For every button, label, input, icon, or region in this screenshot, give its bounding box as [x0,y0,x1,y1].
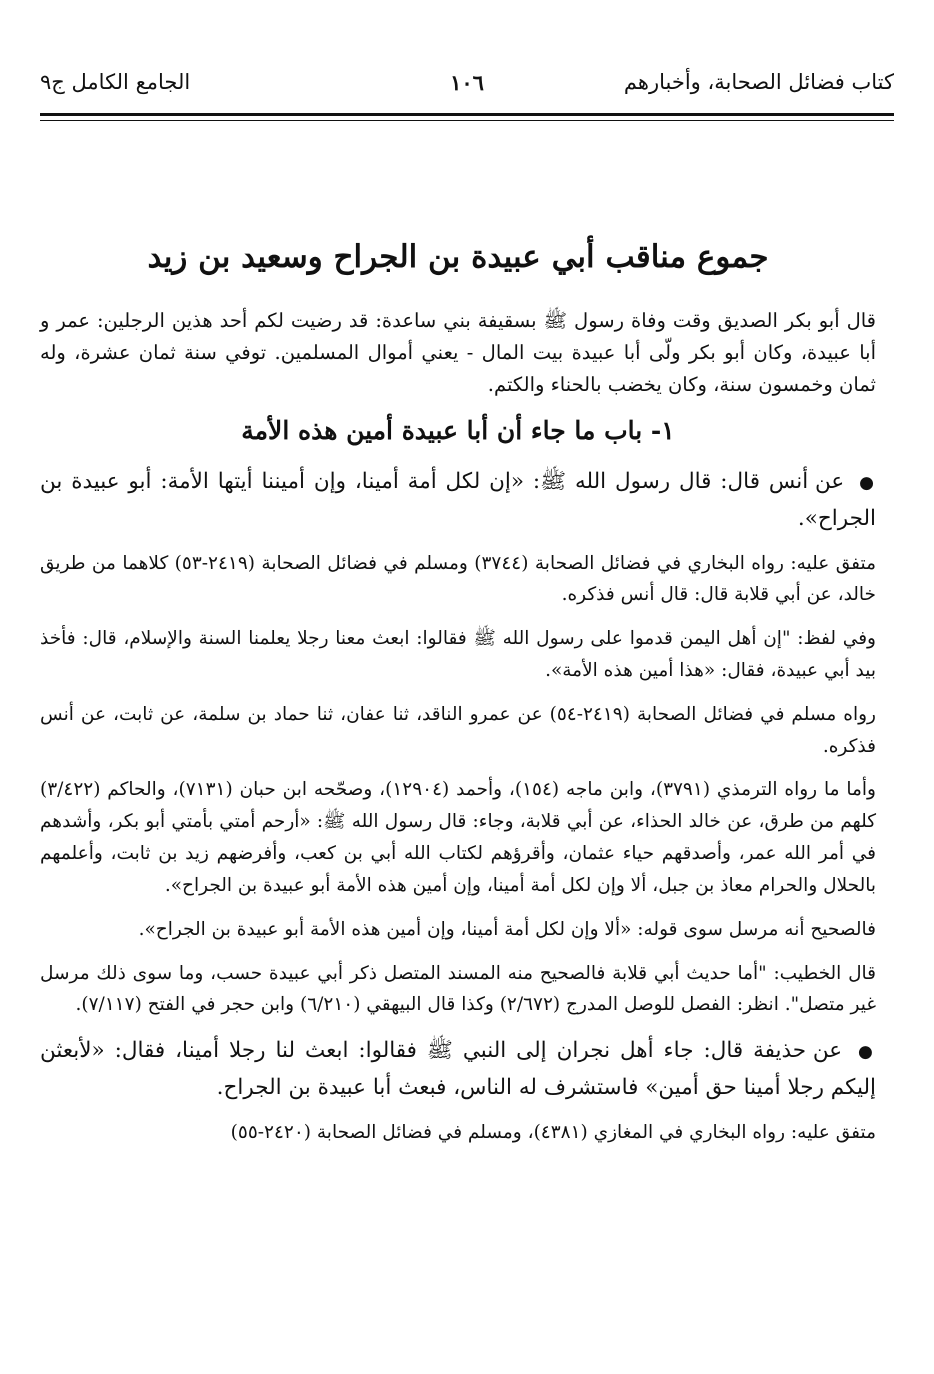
header-rule-thin [40,120,894,121]
header-volume: الجامع الكامل ج٩ [40,70,191,94]
hadith-text: عن حذيفة قال: جاء أهل نجران إلى النبي ﷺ فقالوا: ابعث لنا رجلا أمينا، فقال: «لأبعثن إليكم رجلا أمينا حق أمين» فاستشرف له الناس، فبعث أبا عبيدة بن الجراح. [40,1038,876,1101]
running-header [40,66,894,106]
takhrij-note: قال الخطيب: "أما حديث أبي قلابة فالصحيح منه المسند المتصل ذكر أبي عبيدة حسب، وما سوى ذلك مرسل غير متصل". انظر: الفصل للوصل المدرج (٢/٦٧٢) وكذا قال البيهقي (٦/٢١٠) وابن حجر في الفتح (٧/١١٧). [40,962,876,1016]
takhrij-note: متفق عليه: رواه البخاري في فضائل الصحابة (٣٧٤٤) ومسلم في فضائل الصحابة (٢٤١٩-٥٣) كلاهما من طريق خالد، عن أبي قلابة قال: قال أنس فذكره. [40,552,876,606]
takhrij-note: فالصحيح أنه مرسل سوى قوله: «ألا وإن لكل أمة أمينا، وإن أمين هذه الأمة أبو عبيدة بن الجراح». [138,918,876,940]
takhrij-note: متفق عليه: رواه البخاري في المغازي (٤٣٨١)، ومسلم في فضائل الصحابة (٢٤٢٠-٥٥) [230,1122,876,1144]
hadith-anas [40,464,876,538]
intro-paragraph: قال أبو بكر الصديق وقت وفاة رسول ﷺ بسقيفة بني ساعدة: قد رضيت لكم أحد هذين الرجلين: عمر و أبا عبيدة، وكان أبو بكر ولّى أبا عبيدة بيت المال - يعني أموال المسلمين. توفي سنة ثمان عشرة، وله ثمان وخمسون سنة، وكان يخضب بالحناء والكتم. [40,309,876,396]
bullet-icon: ● [858,1042,876,1063]
header-page-number: ١٠٦ [450,70,484,95]
takhrij-note: وفي لفظ: "إن أهل اليمن قدموا على رسول الله ﷺ فقالوا: ابعث معنا رجلا يعلمنا السنة والإسلام، قال: فأخذ بيد أبي عبيدة، فقال: «هذا أمين هذه الأمة». [40,628,876,681]
takhrij-note: رواه مسلم في فضائل الصحابة (٢٤١٩-٥٤) عن عمرو الناقد، ثنا عفان، ثنا حماد بن سلمة، عن ثابت، عن أنس فذكره. [40,703,876,757]
page-body [40,236,876,1161]
hadith-text: عن أنس قال: قال رسول الله ﷺ: «إن لكل أمة أمينا، وإن أميننا أيتها الأمة: أبو عبيدة بن الجراح». [40,468,876,531]
bullet-icon: ● [859,472,877,493]
header-rule-thick [40,113,894,116]
chapter-heading: ١- باب ما جاء أن أبا عبيدة أمين هذه الأمة [241,416,675,446]
hadith-hudhayfa [40,1033,876,1107]
takhrij-note: وأما ما رواه الترمذي (٣٧٩١)، وابن ماجه (١٥٤)، وأحمد (١٢٩٠٤)، وصحّحه ابن حبان (٧١٣١)، والحاكم (٣/٤٢٢) كلهم من طرق، عن خالد الحذاء، عن أبي قلابة، وجاء: قال رسول الله ﷺ: «أرحم أمتي بأمتي أبو بكر، وأشدهم في أمر الله عمر، وأصدقهم حياء عثمان، وأقرؤهم لكتاب الله أبي بن كعب، وأفرضهم زيد بن ثابت، وأعلمهم بالحلال والحرام معاذ بن جبل، ألا وإن لكل أمة أمينا، وإن أمين هذه الأمة أبو عبيدة بن الجراح». [40,779,876,896]
header-book-section: كتاب فضائل الصحابة، وأخبارهم [623,70,894,94]
page-title: جموع مناقب أبي عبيدة بن الجراح وسعيد بن زيد [147,239,769,275]
